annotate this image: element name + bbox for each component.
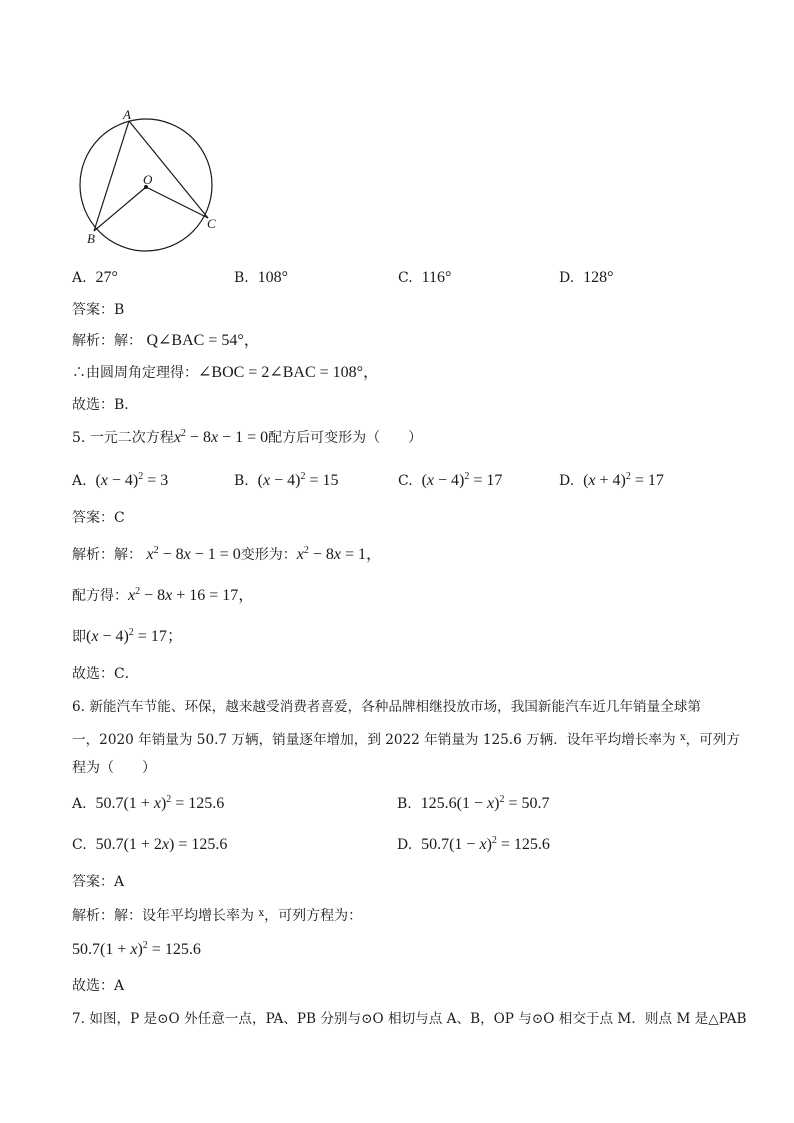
radius-ob	[94, 187, 146, 231]
q4-option-b	[234, 268, 288, 288]
q6-option-b	[397, 794, 549, 814]
stem-text: 一，2020 年销量为 50.7 万辆，销量逐年增加，到 2022 年销量为 125.6 万辆．设年平均增长率为	[72, 732, 676, 748]
stem-text: 配方后可变形为（ ）	[268, 430, 423, 446]
analysis-label: 解析：解：	[72, 547, 142, 563]
option-text: 116°	[421, 269, 452, 286]
option-rhs: = 3	[147, 472, 169, 489]
option-rhs: = 17	[473, 472, 503, 489]
q6-answer	[72, 872, 124, 892]
answer-label: 答案：	[72, 302, 114, 318]
conclusion-text: 故选：B．	[72, 397, 139, 413]
q5-analysis-2	[72, 586, 254, 606]
option-math: $(x - 4)^2 = 17$	[421, 471, 503, 489]
option-key: A.	[72, 473, 87, 489]
q4-option-d	[559, 268, 614, 288]
option-key: B.	[234, 473, 249, 489]
option-key: B.	[234, 270, 249, 286]
q5-analysis-1	[72, 545, 382, 565]
q4-option-c	[398, 268, 451, 288]
analysis-math: Q∠BAC = 54°，	[146, 332, 260, 349]
q6-analysis-2	[72, 940, 201, 960]
stem-variable: x	[679, 732, 686, 743]
analysis-math: $x^2 - 8x + 16 = 17$，	[128, 586, 255, 604]
question-number: 7.	[72, 1011, 85, 1027]
circle-figure	[70, 104, 230, 254]
q6-option-d	[397, 835, 550, 855]
conclusion-text: 故选：A	[72, 978, 125, 994]
option-math: $(x - 4)^2 = 3$	[95, 471, 169, 489]
answer-label: 答案：	[72, 510, 114, 526]
q6-stem-1	[72, 697, 701, 717]
stem-text: 程为（ ）	[72, 760, 156, 776]
chord-ab	[94, 121, 129, 231]
label-o: O	[143, 172, 153, 187]
option-key: D.	[559, 270, 575, 286]
q5-option-d	[559, 471, 664, 491]
stem-text: 一元二次方程	[89, 430, 174, 446]
q5-answer	[72, 508, 125, 528]
q6-option-a	[72, 794, 224, 814]
analysis-math: $x^2 - 8x - 1 = 0$	[146, 545, 241, 563]
q6-stem-3	[72, 758, 156, 778]
option-key: D.	[559, 473, 575, 489]
analysis-text: ∴由圆周角定理得：	[72, 365, 198, 381]
q7-stem	[72, 1009, 746, 1029]
q4-conclusion	[72, 395, 138, 415]
analysis-math: $50.7(1 + x)^2 = 125.6$	[72, 940, 201, 958]
question-number: 6.	[72, 699, 85, 715]
q4-analysis-1	[72, 331, 260, 351]
option-key: A.	[72, 270, 87, 286]
analysis-label: 解析：解：	[72, 333, 142, 349]
radius-oc	[146, 187, 208, 218]
analysis-variable: x	[258, 908, 265, 919]
option-text: 27°	[95, 269, 118, 286]
analysis-math: ∠BOC = 2∠BAC = 108°，	[198, 364, 380, 381]
option-math: $50.7(1 + x)^2 = 125.6$	[95, 794, 225, 812]
q4-option-a	[72, 268, 118, 288]
q5-conclusion	[72, 664, 139, 684]
q5-analysis-3	[72, 627, 183, 647]
option-math: 50.7(1 + 2x) = 125.6	[95, 836, 228, 853]
analysis-text: 即	[72, 629, 86, 645]
conclusion-text: 故选：C．	[72, 666, 139, 682]
q4-analysis-2	[72, 363, 379, 383]
q6-stem-2	[72, 728, 740, 750]
analysis-text: 配方得：	[72, 588, 128, 604]
analysis-text: ，可列方程为：	[264, 908, 363, 924]
analysis-rhs: = 1，	[345, 546, 383, 563]
stem-text: 如图，P 是⊙O 外任意一点，PA、PB 分别与⊙O 相切与点 A、B，OP 与⊙O 相交于点 M．则点 M 是△PAB	[89, 1011, 747, 1027]
stem-text: 新能汽车节能、环保，越来越受消费者喜爱，各种品牌相继投放市场，我国新能汽车近几年销量全球第	[89, 699, 702, 715]
analysis-math: $(x - 4)^2 = 17$；	[86, 627, 183, 645]
option-math: $(x - 4)^2 = 15$	[257, 471, 339, 489]
analysis-text: 变形为：	[240, 547, 297, 563]
answer-value: A	[114, 874, 125, 890]
option-key: D.	[397, 837, 413, 853]
option-math: $(x + 4)^2 = 17$	[583, 471, 664, 489]
q4-answer	[72, 300, 124, 320]
option-math: $125.6(1 - x)^2 = 50.7$	[420, 794, 550, 812]
chord-ac	[129, 121, 208, 218]
option-key: B.	[397, 796, 412, 812]
answer-label: 答案：	[72, 874, 114, 890]
label-c: C	[207, 216, 216, 231]
option-key: C.	[398, 473, 413, 489]
label-a: A	[123, 107, 131, 122]
label-b: B	[87, 231, 95, 246]
option-key: C.	[72, 837, 87, 853]
question-number: 5.	[72, 430, 86, 446]
option-text: 128°	[583, 269, 614, 286]
q5-option-b	[234, 471, 338, 491]
analysis-text: 解析：解：设年平均增长率为	[72, 908, 254, 924]
analysis-rhs: = 17，	[209, 587, 255, 604]
stem-text: ，可列方	[685, 732, 740, 748]
option-rhs: = 17	[634, 472, 664, 489]
option-rhs: = 15	[309, 472, 339, 489]
analysis-rhs: = 17；	[137, 628, 183, 645]
option-key: C.	[398, 270, 413, 286]
answer-value: B	[114, 302, 125, 318]
option-text: 108°	[257, 269, 289, 286]
q5-option-a	[72, 471, 168, 491]
option-key: A.	[72, 796, 87, 812]
q6-conclusion	[72, 976, 124, 996]
answer-value: C	[114, 510, 125, 526]
q5-stem	[72, 428, 422, 448]
q6-option-c	[72, 835, 227, 855]
q5-option-c	[398, 471, 502, 491]
analysis-math: $x^2 - 8x = 1$，	[296, 545, 383, 563]
q6-analysis-1	[72, 904, 362, 926]
option-math: $50.7(1 - x)^2 = 125.6$	[421, 835, 550, 853]
stem-equation: $x^2 - 8x - 1 = 0$	[173, 428, 269, 446]
